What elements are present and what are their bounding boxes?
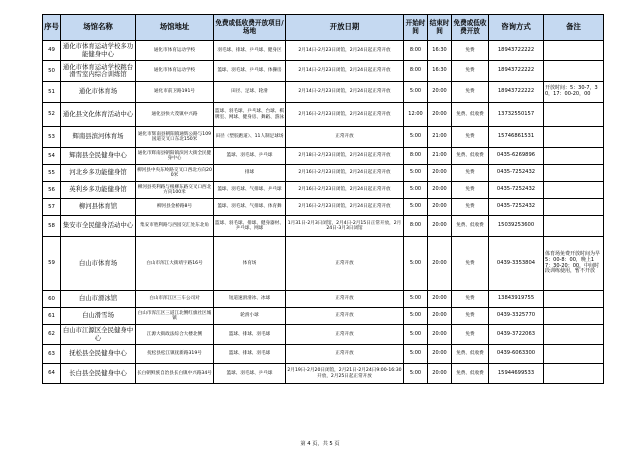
cell-fee: 免费、低收费 (452, 216, 489, 237)
cell-end: 20:00 (428, 291, 452, 308)
cell-phone: 0439-6063300 (489, 345, 544, 364)
cell-no: 57 (43, 199, 61, 216)
cell-start: 5:00 (404, 364, 428, 384)
cell-dates: 2月18日-2月23日闭馆，2月24日起正常开放 (286, 148, 404, 165)
cell-phone: 0435-7252432 (489, 199, 544, 216)
cell-name: 白山市江源区全民健身中心 (61, 325, 136, 345)
cell-fee: 免费 (452, 182, 489, 199)
cell-phone: 15039253600 (489, 216, 544, 237)
cell-dates: 1月31日-2月3日闭馆，2月4日-2月15日正常开放，2月24日-3月3日闭馆 (286, 216, 404, 237)
cell-items: 篮球、羽毛球、乒乓球 (214, 364, 286, 384)
cell-end: 20:00 (428, 199, 452, 216)
cell-items: 羽毛球、排球、乒乓球、健身区 (214, 41, 286, 61)
cell-items: 篮球、羽毛球、乒乓球、台球、棋牌室、网球、健身房、舞蹈、游泳 (214, 103, 286, 127)
cell-note (544, 364, 604, 384)
cell-no: 50 (43, 61, 61, 82)
cell-items: 篮球、羽毛球、乒乓球 (214, 148, 286, 165)
cell-items: 田径（塑胶跑道）、11人制足球场 (214, 127, 286, 148)
cell-start: 12:00 (404, 103, 428, 127)
col-header-items: 免费或低收费开放项目/场地 (214, 15, 286, 41)
cell-dates: 2月14日-2月23日闭馆，2月24日起正常开放 (286, 61, 404, 82)
cell-address: 通化县快大茂镇中兴路 (136, 103, 214, 127)
cell-phone: 18943722222 (489, 82, 544, 103)
cell-note (544, 103, 604, 127)
cell-start: 5:00 (404, 165, 428, 182)
cell-phone: 18943722222 (489, 61, 544, 82)
table-body (43, 41, 604, 384)
cell-name: 通化县文化体育活动中心 (61, 103, 136, 127)
cell-note (544, 325, 604, 345)
cell-start: 5:00 (404, 182, 428, 199)
col-header-phone: 咨询方式 (489, 15, 544, 41)
cell-address: 集安市胜利路与西园交汇处东北角 (136, 216, 214, 237)
cell-start: 5:00 (404, 325, 428, 345)
cell-end: 20:00 (428, 182, 452, 199)
table-row (43, 308, 604, 325)
cell-name: 英利乡多功能健身馆 (61, 182, 136, 199)
cell-phone: 13732550157 (489, 103, 544, 127)
cell-note (544, 148, 604, 165)
cell-fee: 免费 (452, 325, 489, 345)
cell-no: 62 (43, 325, 61, 345)
cell-name: 长白县全民健身中心 (61, 364, 136, 384)
cell-dates: 正常开放 (286, 325, 404, 345)
cell-phone: 0435-6269896 (489, 148, 544, 165)
cell-name: 柳河县体育馆 (61, 199, 136, 216)
table-row (43, 82, 604, 103)
cell-address: 长白朝鲜族自治县长白镇中兴路34号 (136, 364, 214, 384)
cell-items: 篮球、排球、羽毛球 (214, 345, 286, 364)
table-row (43, 41, 604, 61)
cell-dates: 2月16日-2月23日闭馆，2月24日起正常开放 (286, 182, 404, 199)
cell-items: 篮球、羽毛球、排球、健身器材、乒乓球、网球 (214, 216, 286, 237)
cell-items: 田径、足球、轮滑 (214, 82, 286, 103)
page-footer: 第 4 页，共 5 页 (300, 441, 340, 447)
cell-start: 5:00 (404, 291, 428, 308)
cell-fee: 免费 (452, 61, 489, 82)
cell-start: 5:00 (404, 127, 428, 148)
col-header-name: 场馆名称 (61, 15, 136, 41)
table-row (43, 127, 604, 148)
cell-end: 16:30 (428, 61, 452, 82)
cell-fee: 免费 (452, 127, 489, 148)
cell-note (544, 199, 604, 216)
cell-address: 白山市浑江大街靖宇路16号 (136, 237, 214, 291)
cell-name: 白山市体育场 (61, 237, 136, 291)
cell-end: 20:00 (428, 103, 452, 127)
cell-start: 5:00 (404, 199, 428, 216)
cell-note: 体育场免费开放时间为早5：00-8：00，晚上17：30-20：00，中间时段训练使用，暂不开放 (544, 237, 604, 291)
cell-fee: 免费、低收费 (452, 148, 489, 165)
cell-no: 58 (43, 216, 61, 237)
cell-fee: 免费 (452, 41, 489, 61)
cell-dates: 2月14日-2月23日闭馆，2月24日起正常开放 (286, 82, 404, 103)
cell-address: 白山市浑江区三道江北侧红旗社区城镇 (136, 308, 214, 325)
cell-no: 51 (43, 82, 61, 103)
cell-address: 通化市辉南县朝阳镇滨河大街全民健身中心 (136, 148, 214, 165)
cell-note (544, 165, 604, 182)
cell-fee: 免费 (452, 308, 489, 325)
cell-phone: 0439-3722063 (489, 325, 544, 345)
table-row (43, 61, 604, 82)
cell-address: 柳河县金桥路8号 (136, 199, 214, 216)
cell-address: 通化市前卫路191号 (136, 82, 214, 103)
cell-dates: 2月16日-2月23日闭馆，2月24日起正常开放 (286, 103, 404, 127)
col-header-address: 场馆地址 (136, 15, 214, 41)
cell-end: 21:00 (428, 127, 452, 148)
cell-start: 5:00 (404, 237, 428, 291)
cell-items: 轮滑小球 (214, 308, 286, 325)
cell-end: 20:00 (428, 364, 452, 384)
cell-no: 54 (43, 148, 61, 165)
cell-name: 通化市体育场 (61, 82, 136, 103)
cell-note (544, 345, 604, 364)
cell-phone: 0439-3353804 (489, 237, 544, 291)
cell-note (544, 182, 604, 199)
cell-no: 59 (43, 237, 61, 291)
cell-fee: 免费 (452, 291, 489, 308)
cell-fee: 免费 (452, 165, 489, 182)
cell-phone: 13843919755 (489, 291, 544, 308)
header-row (43, 15, 604, 41)
cell-end: 21:00 (428, 148, 452, 165)
col-header-end: 结束时间 (428, 15, 452, 41)
table-row (43, 182, 604, 199)
cell-no: 63 (43, 345, 61, 364)
cell-dates: 正常开放 (286, 237, 404, 291)
cell-start: 8:00 (404, 216, 428, 237)
col-header-note: 备注 (544, 15, 604, 41)
cell-start: 8:00 (404, 148, 428, 165)
cell-fee: 免费 (452, 82, 489, 103)
cell-items: 篮球、羽毛球、乒乓球、体操房 (214, 61, 286, 82)
venue-table (42, 14, 604, 384)
cell-items: 排球 (214, 165, 286, 182)
cell-start: 8:00 (404, 41, 428, 61)
cell-no: 64 (43, 364, 61, 384)
cell-end: 16:30 (428, 41, 452, 61)
cell-phone: 15944699533 (489, 364, 544, 384)
cell-end: 20:00 (428, 345, 452, 364)
table-row (43, 165, 604, 182)
table-row (43, 325, 604, 345)
cell-no: 52 (43, 103, 61, 127)
cell-address: 江源大街政法综合大楼北侧 (136, 325, 214, 345)
cell-note: 开放时间：5：30-7，30，17：00-20，00 (544, 82, 604, 103)
cell-end: 20:00 (428, 82, 452, 103)
cell-fee: 免费 (452, 237, 489, 291)
cell-start: 5:00 (404, 82, 428, 103)
cell-fee: 免费、低收费 (452, 345, 489, 364)
table-row (43, 199, 604, 216)
cell-dates: 正常开放 (286, 127, 404, 148)
cell-end: 20:00 (428, 216, 452, 237)
cell-dates: 正常开放 (286, 291, 404, 308)
table-row (43, 237, 604, 291)
col-header-dates: 开放日期 (286, 15, 404, 41)
table-row (43, 364, 604, 384)
cell-note (544, 216, 604, 237)
col-header-start: 开始时间 (404, 15, 428, 41)
cell-fee: 免费、低收费 (452, 364, 489, 384)
cell-phone: 0435-7252432 (489, 182, 544, 199)
cell-address: 白山市浑江区三车公司对 (136, 291, 214, 308)
cell-note (544, 61, 604, 82)
cell-name: 白山市滑冰馆 (61, 291, 136, 308)
col-header-fee: 免费或低收费开放 (452, 15, 489, 41)
cell-phone: 0435-7252432 (489, 165, 544, 182)
cell-phone: 0439-3325770 (489, 308, 544, 325)
cell-dates: 2月16日-2月23日闭馆，2月24日起正常开放 (286, 199, 404, 216)
cell-dates: 正常开放 (286, 345, 404, 364)
cell-no: 55 (43, 165, 61, 182)
cell-note (544, 308, 604, 325)
cell-no: 60 (43, 291, 61, 308)
cell-end: 20:00 (428, 165, 452, 182)
cell-dates: 2月16日-2月23日闭馆，2月24日起正常开放 (286, 165, 404, 182)
cell-name: 辉南县滨河体育场 (61, 127, 136, 148)
cell-no: 56 (43, 182, 61, 199)
cell-end: 20:00 (428, 325, 452, 345)
cell-address: 抚松县松江镇抚新路319号 (136, 345, 214, 364)
cell-name: 白山滑雪场 (61, 308, 136, 325)
col-header-no: 序号 (43, 15, 61, 41)
cell-address: 通化市辉南县朝阳镇通辉公路与109国道交叉口东北150米 (136, 127, 214, 148)
cell-dates: 2月19日-2月20日闭馆，2月21日-2月24日9:00-16:30开放，2月25日起正常开放 (286, 364, 404, 384)
cell-address: 通化市体育运动学校 (136, 41, 214, 61)
cell-items: 篮球、排球、羽毛球 (214, 325, 286, 345)
cell-items: 篮球、羽毛球、气排球、体育舞 (214, 199, 286, 216)
cell-items: 体育场 (214, 237, 286, 291)
cell-note (544, 127, 604, 148)
cell-start: 5:00 (404, 345, 428, 364)
cell-no: 61 (43, 308, 61, 325)
table-row (43, 103, 604, 127)
cell-items: 篮球、羽毛球、气排球、乒乓球 (214, 182, 286, 199)
cell-name: 河北乡多功能健身馆 (61, 165, 136, 182)
cell-name: 辉南县全民健身中心 (61, 148, 136, 165)
cell-address: 柳河县中央东岭路交叉口西北方向200米 (136, 165, 214, 182)
cell-name: 通化市体育运动学校多功能健身中心 (61, 41, 136, 61)
cell-dates: 2月14日-2月23日闭馆，2月24日起正常开放 (286, 41, 404, 61)
cell-phone: 15746861531 (489, 127, 544, 148)
cell-name: 抚松县全民健身中心 (61, 345, 136, 364)
table-row (43, 216, 604, 237)
cell-name: 通化市体育运动学校跳台滑雪室内综合训练馆 (61, 61, 136, 82)
cell-note (544, 291, 604, 308)
cell-fee: 免费 (452, 199, 489, 216)
cell-start: 8:00 (404, 61, 428, 82)
table-row (43, 148, 604, 165)
cell-items: 短道速滑滑冰、冰球 (214, 291, 286, 308)
cell-phone: 18943722222 (489, 41, 544, 61)
cell-no: 53 (43, 127, 61, 148)
cell-end: 20:00 (428, 308, 452, 325)
table-row (43, 291, 604, 308)
cell-address: 通化市体育运动学校 (136, 61, 214, 82)
cell-no: 49 (43, 41, 61, 61)
table-row (43, 345, 604, 364)
cell-fee: 免费、低收费 (452, 103, 489, 127)
cell-address: 柳河县英利路与根柳东路交叉口西北方向100米 (136, 182, 214, 199)
cell-note (544, 41, 604, 61)
cell-name: 集安市全民健身活动中心 (61, 216, 136, 237)
cell-dates: 正常开放 (286, 308, 404, 325)
cell-end: 20:00 (428, 237, 452, 291)
cell-start: 5:00 (404, 308, 428, 325)
